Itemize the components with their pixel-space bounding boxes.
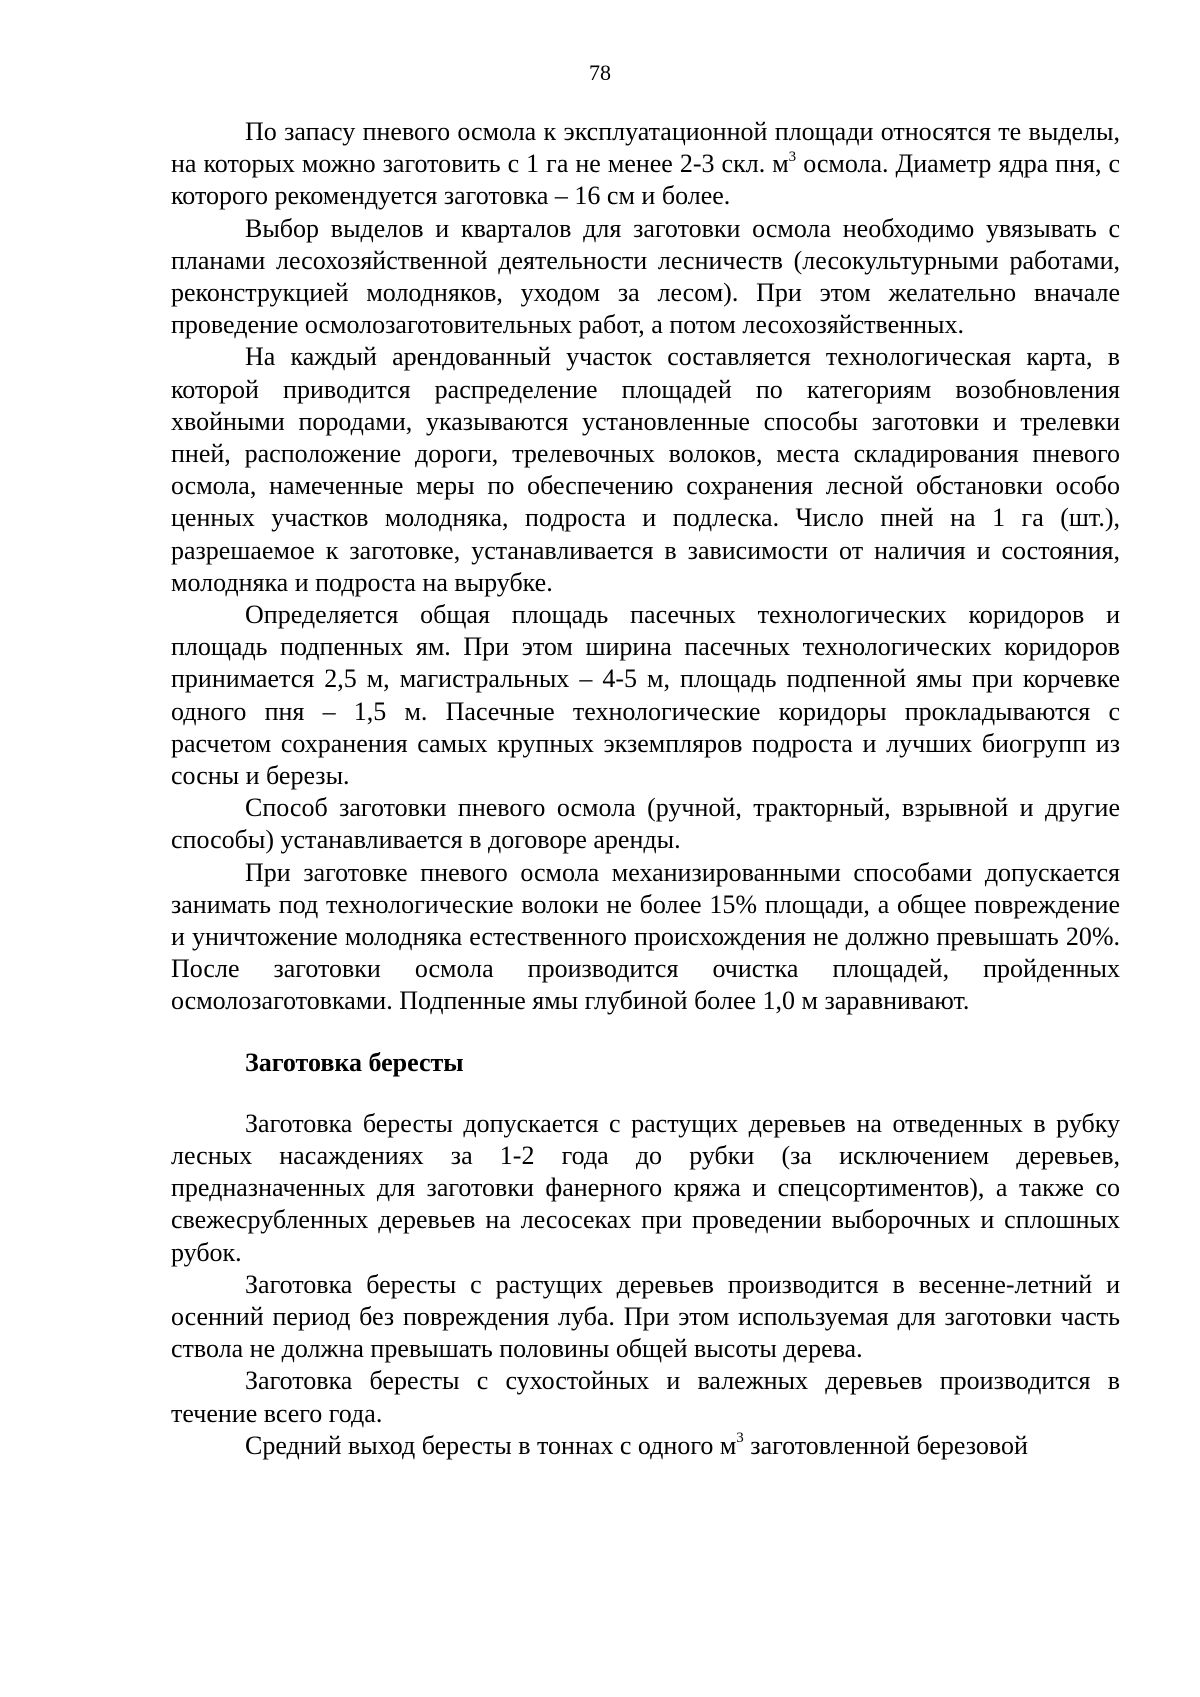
paragraph-text-part: Средний выход бересты в тоннах с одного м xyxy=(245,1430,737,1460)
paragraph-text-part: По запасу пневого осмола к эксплуатационной площади относятся те выделы, на которых можно заготовить с 1 га не менее 2-3 скл. м xyxy=(171,117,1120,179)
paragraph-birch-bark-season: Заготовка бересты с растущих деревьев производится в весенне-летний и осенний период без повреждения луба. При этом используемая для заготовки часть ствола не должна превышать половины общей высоты дерева. xyxy=(171,1269,1120,1364)
superscript: 3 xyxy=(736,1430,744,1447)
paragraph-text-part: осмола. Диаметр ядра пня, с которого рекомендуется заготовка – 16 см и более. xyxy=(171,149,1120,211)
paragraph-harvest-method: Способ заготовки пневого осмола (ручной, тракторный, взрывной и другие способы) устанавливается в договоре аренды. xyxy=(171,793,1120,855)
page-number: 78 xyxy=(589,60,611,85)
paragraph-birch-bark-allowed: Заготовка бересты допускается с растущих деревьев на отведенных в рубку лесных насаждениях за 1-2 года до рубки (за исключением деревьев, предназначенных для заготовки фанерного кряжа и спецсортиментов), а также со свежесрубленных деревьев на лесосеках при проведении выборочных и сплошных рубок. xyxy=(171,1108,1120,1267)
paragraph-corridors: Определяется общая площадь пасечных технологических коридоров и площадь подпенных ям. При этом ширина пасечных технологических коридоров принимается 2,5 м, магистральных – 4-5 м, площадь подпенной ямы при корчевке одного пня – 1,5 м. Пасечные технологические коридоры прокладываются с расчетом сохранения самых крупных экземпляров подроста и лучших биогрупп из сосны и березы. xyxy=(171,600,1120,791)
paragraph-mechanized-harvest: При заготовке пневого осмола механизированными способами допускается занимать под технологические волоки не более 15% площади, а общее повреждение и уничтожение молодняка естественного происхождения не должно превышать 20%. После заготовки осмола производится очистка площадей, пройденных осмолозаготовками. Подпенные ямы глубиной более 1,0 м заравнивают. xyxy=(171,857,1120,1016)
superscript: 3 xyxy=(788,148,797,165)
body-text xyxy=(171,116,1120,1462)
section-heading: Заготовка бересты xyxy=(245,1047,464,1077)
paragraph-average-yield xyxy=(171,1430,1120,1462)
paragraph-deadwood: Заготовка бересты с сухостойных и валежных деревьев производится в течение всего года. xyxy=(171,1366,1120,1428)
paragraph-technological-map: На каждый арендованный участок составляется технологическая карта, в которой приводится распределение площадей по категориям возобновления хвойными породами, указываются установленные способы заготовки и трелевки пней, расположение дороги, трелевочных волоков, места складирования пневого осмола, намеченные меры по обеспечению сохранения лесной обстановки особо ценных участков молодняка, подроста и подлеска. Число пней на 1 га (шт.), разрешаемое к заготовке, устанавливается в зависимости от наличия и состояния, молодняка и подроста на вырубке. xyxy=(171,342,1120,597)
paragraph-text-part: заготовленной березовой xyxy=(743,1430,1028,1460)
paragraph-stump-resin-stock xyxy=(171,116,1120,213)
paragraph-plot-selection: Выбор выделов и кварталов для заготовки осмола необходимо увязывать с планами лесохозяйственной деятельности лесничеств (лесокультурными работами, реконструкцией молодняков, уходом за лесом). При этом желательно вначале проведение осмолозаготовительных работ, а потом лесохозяйственных. xyxy=(171,213,1120,340)
